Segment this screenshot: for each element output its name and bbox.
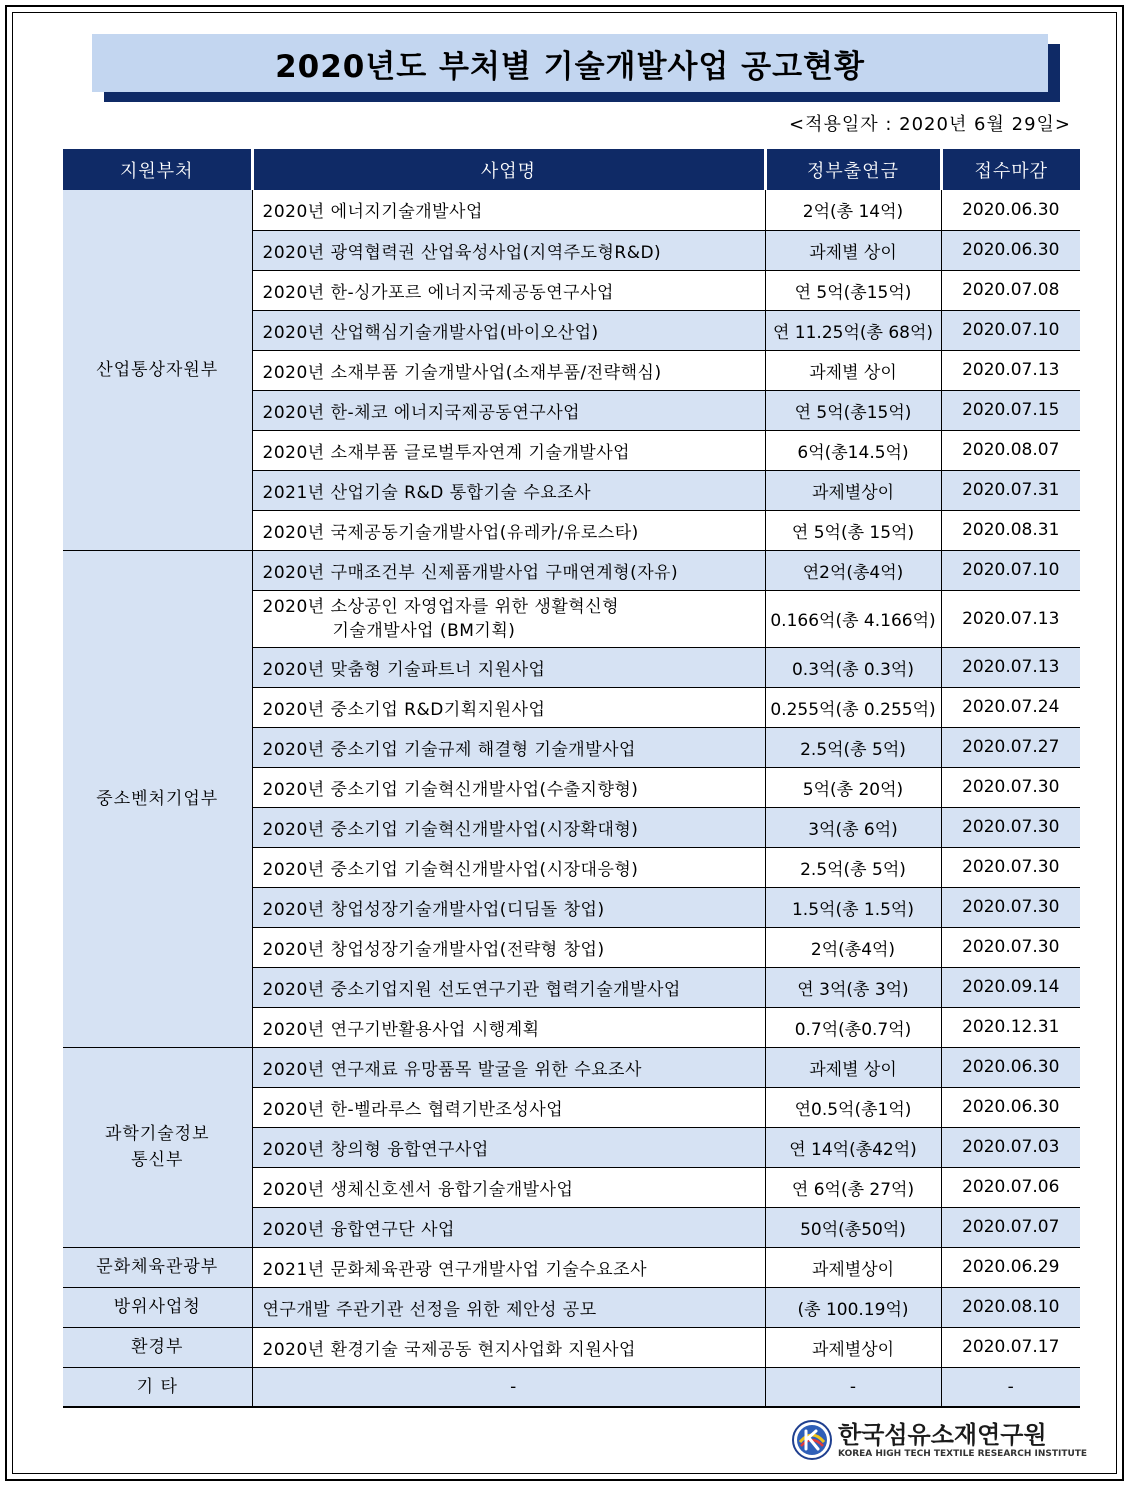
project-name-cell bbox=[252, 590, 765, 647]
funding-amount: 연 5억(총15억) bbox=[765, 270, 941, 310]
project-name-cell bbox=[252, 270, 765, 310]
project-name-cell bbox=[252, 390, 765, 430]
deadline-date: 2020.07.31 bbox=[941, 470, 1080, 510]
dept-cell bbox=[63, 1247, 252, 1287]
funding-amount: 1.5억(총 1.5억) bbox=[765, 887, 941, 927]
institute-logo bbox=[792, 1414, 1087, 1466]
table-row bbox=[63, 1367, 1080, 1407]
table-row bbox=[63, 190, 1080, 230]
deadline-date: 2020.08.31 bbox=[941, 510, 1080, 550]
project-name-line2: 기술개발사업 (BM기획) bbox=[332, 620, 516, 641]
deadline-date: 2020.07.10 bbox=[941, 550, 1080, 590]
deadline-date: 2020.07.15 bbox=[941, 390, 1080, 430]
project-name-cell bbox=[252, 1247, 765, 1287]
project-name: 2020년 구매조건부 신제품개발사업 구매연계형(자유) bbox=[262, 562, 679, 583]
funding-amount: 과제별 상이 bbox=[765, 230, 941, 270]
deadline-date: 2020.08.07 bbox=[941, 430, 1080, 470]
project-name: 2020년 한-벨라루스 협력기반조성사업 bbox=[262, 1099, 564, 1120]
project-name: 2020년 중소기업 기술혁신개발사업(수출지향형) bbox=[262, 779, 639, 800]
project-name-cell bbox=[252, 927, 765, 967]
project-name: 2020년 중소기업 기술혁신개발사업(시장대응형) bbox=[262, 859, 639, 880]
dept-label: 중소벤처기업부 bbox=[96, 788, 219, 809]
deadline-date: 2020.06.30 bbox=[941, 230, 1080, 270]
deadline-date: 2020.07.13 bbox=[941, 647, 1080, 687]
project-name: 2020년 창업성장기술개발사업(전략형 창업) bbox=[262, 939, 605, 960]
deadline-date: 2020.06.29 bbox=[941, 1247, 1080, 1287]
funding-amount: 2.5억(총 5억) bbox=[765, 727, 941, 767]
deadline-date: 2020.07.10 bbox=[941, 310, 1080, 350]
project-name-cell bbox=[252, 1167, 765, 1207]
project-name-cell bbox=[252, 470, 765, 510]
deadline-date: 2020.06.30 bbox=[941, 190, 1080, 230]
dept-label: 과학기술정보 bbox=[104, 1124, 210, 1144]
funding-amount: 연 14억(총42억) bbox=[765, 1127, 941, 1167]
funding-amount: 2.5억(총 5억) bbox=[765, 847, 941, 887]
funding-amount: 연 11.25억(총 68억) bbox=[765, 310, 941, 350]
project-name: 2020년 중소기업지원 선도연구기관 협력기술개발사업 bbox=[262, 979, 681, 1000]
deadline-date: 2020.07.06 bbox=[941, 1167, 1080, 1207]
project-name: 2020년 융합연구단 사업 bbox=[262, 1219, 455, 1240]
deadline-date: 2020.07.13 bbox=[941, 590, 1080, 647]
announcement-table bbox=[63, 149, 1080, 1408]
project-name: 2020년 에너지기술개발사업 bbox=[262, 202, 483, 223]
funding-amount: - bbox=[765, 1367, 941, 1407]
dept-label: 문화체육관광부 bbox=[96, 1257, 219, 1277]
project-name-cell bbox=[252, 1207, 765, 1247]
deadline-date: - bbox=[941, 1367, 1080, 1407]
deadline-date: 2020.07.30 bbox=[941, 807, 1080, 847]
funding-amount: 연 5억(총 15억) bbox=[765, 510, 941, 550]
funding-amount: 연2억(총4억) bbox=[765, 550, 941, 590]
dept-cell bbox=[63, 1047, 252, 1247]
table-row bbox=[63, 1047, 1080, 1087]
project-name: 2020년 맞춤형 기술파트너 지원사업 bbox=[262, 659, 546, 680]
project-name: 2020년 국제공동기술개발사업(유레카/유로스타) bbox=[262, 522, 639, 543]
project-name-cell bbox=[252, 1007, 765, 1047]
deadline-date: 2020.07.30 bbox=[941, 927, 1080, 967]
table-header-row bbox=[63, 149, 1080, 190]
funding-amount: 2억(총4억) bbox=[765, 927, 941, 967]
funding-amount: 0.7억(총0.7억) bbox=[765, 1007, 941, 1047]
dept-cell bbox=[63, 550, 252, 1047]
funding-amount: 연 3억(총 3억) bbox=[765, 967, 941, 1007]
funding-amount: 0.3억(총 0.3억) bbox=[765, 647, 941, 687]
project-name-cell bbox=[252, 967, 765, 1007]
funding-amount: 과제별 상이 bbox=[765, 1047, 941, 1087]
project-name-cell bbox=[252, 847, 765, 887]
funding-amount: 과제별 상이 bbox=[765, 350, 941, 390]
funding-amount: 과제별상이 bbox=[765, 1327, 941, 1367]
page-title: 2020년도 부처별 기술개발사업 공고현황 bbox=[275, 48, 865, 85]
project-name: 2020년 연구기반활용사업 시행계획 bbox=[262, 1019, 540, 1040]
deadline-date: 2020.07.03 bbox=[941, 1127, 1080, 1167]
project-name-cell bbox=[252, 767, 765, 807]
project-name: 2020년 생체신호센서 융합기술개발사업 bbox=[262, 1179, 574, 1200]
deadline-date: 2020.06.30 bbox=[941, 1047, 1080, 1087]
project-name: 2020년 창업성장기술개발사업(디딤돌 창업) bbox=[262, 899, 605, 920]
deadline-date: 2020.07.27 bbox=[941, 727, 1080, 767]
dept-cell bbox=[63, 190, 252, 550]
deadline-date: 2020.07.30 bbox=[941, 887, 1080, 927]
funding-amount: 과제별상이 bbox=[765, 470, 941, 510]
funding-amount: 0.255억(총 0.255억) bbox=[765, 687, 941, 727]
table-body bbox=[63, 190, 1080, 1407]
table-row bbox=[63, 1327, 1080, 1367]
project-name: 2021년 산업기술 R&D 통합기술 수요조사 bbox=[262, 482, 592, 503]
funding-amount: 50억(총50억) bbox=[765, 1207, 941, 1247]
deadline-date: 2020.08.10 bbox=[941, 1287, 1080, 1327]
dept-label-line2: 통신부 bbox=[131, 1150, 184, 1170]
header-amount: 정부출연금 bbox=[765, 149, 941, 190]
funding-amount: 2억(총 14억) bbox=[765, 190, 941, 230]
project-name-cell bbox=[252, 887, 765, 927]
project-name-cell bbox=[252, 687, 765, 727]
apply-date: <적용일자 : 2020년 6월 29일> bbox=[789, 114, 1071, 135]
project-name-cell bbox=[252, 310, 765, 350]
project-name: 2020년 한-체코 에너지국제공동연구사업 bbox=[262, 402, 581, 423]
dept-label: 기 타 bbox=[136, 1376, 178, 1397]
dept-label: 방위사업청 bbox=[113, 1297, 201, 1317]
header-dept: 지원부처 bbox=[63, 149, 252, 190]
project-name-cell bbox=[252, 1087, 765, 1127]
project-name-cell bbox=[252, 1047, 765, 1087]
project-name: 2020년 소재부품 기술개발사업(소재부품/전략핵심) bbox=[262, 362, 662, 383]
deadline-date: 2020.07.08 bbox=[941, 270, 1080, 310]
project-name: 2020년 소재부품 글로벌투자연계 기술개발사업 bbox=[262, 442, 631, 463]
project-name-cell bbox=[252, 1327, 765, 1367]
project-name: 2021년 문화체육관광 연구개발사업 기술수요조사 bbox=[262, 1259, 647, 1280]
project-name-cell bbox=[252, 190, 765, 230]
deadline-date: 2020.07.07 bbox=[941, 1207, 1080, 1247]
project-name: 2020년 중소기업 기술규제 해결형 기술개발사업 bbox=[262, 739, 636, 760]
project-name: 연구개발 주관기관 선정을 위한 제안성 공모 bbox=[262, 1299, 597, 1320]
project-name-cell bbox=[252, 1287, 765, 1327]
project-name-cell bbox=[252, 510, 765, 550]
deadline-date: 2020.07.30 bbox=[941, 847, 1080, 887]
deadline-date: 2020.07.13 bbox=[941, 350, 1080, 390]
deadline-date: 2020.07.24 bbox=[941, 687, 1080, 727]
table-row bbox=[63, 550, 1080, 590]
funding-amount: 5억(총 20억) bbox=[765, 767, 941, 807]
header-deadline: 접수마감 bbox=[941, 149, 1080, 190]
deadline-date: 2020.07.30 bbox=[941, 767, 1080, 807]
project-name: 2020년 연구재료 유망품목 발굴을 위한 수요조사 bbox=[262, 1059, 642, 1080]
title-banner bbox=[92, 34, 1048, 92]
project-name: 2020년 중소기업 R&D기획지원사업 bbox=[262, 699, 546, 720]
deadline-date: 2020.12.31 bbox=[941, 1007, 1080, 1047]
project-name: 2020년 광역협력권 산업육성사업(지역주도형R&D) bbox=[262, 242, 662, 263]
table-row bbox=[63, 1247, 1080, 1287]
funding-amount: 과제별상이 bbox=[765, 1247, 941, 1287]
funding-amount: 6억(총14.5억) bbox=[765, 430, 941, 470]
funding-amount: 연 6억(총 27억) bbox=[765, 1167, 941, 1207]
project-name-cell bbox=[252, 350, 765, 390]
project-name: - bbox=[510, 1376, 517, 1397]
project-name: 2020년 중소기업 기술혁신개발사업(시장확대형) bbox=[262, 819, 639, 840]
project-name-cell bbox=[252, 647, 765, 687]
project-name: 2020년 소상공인 자영업자를 위한 생활혁신형 bbox=[262, 596, 620, 617]
deadline-date: 2020.09.14 bbox=[941, 967, 1080, 1007]
logo-name-korean: 한국섬유소재연구원 bbox=[838, 1421, 1047, 1449]
project-name-cell bbox=[252, 430, 765, 470]
project-name-cell bbox=[252, 727, 765, 767]
project-name: 2020년 환경기술 국제공동 현지사업화 지원사업 bbox=[262, 1339, 636, 1360]
project-name: 2020년 한-싱가포르 에너지국제공동연구사업 bbox=[262, 282, 614, 303]
dept-cell bbox=[63, 1287, 252, 1327]
funding-amount: 0.166억(총 4.166억) bbox=[765, 590, 941, 647]
funding-amount: (총 100.19억) bbox=[765, 1287, 941, 1327]
logo-name-english: KOREA HIGH TECH TEXTILE RESEARCH INSTITUTE bbox=[838, 1449, 1088, 1459]
project-name-cell bbox=[252, 1127, 765, 1167]
project-name-cell bbox=[252, 807, 765, 847]
institute-emblem-icon bbox=[792, 1420, 832, 1460]
table-row bbox=[63, 1287, 1080, 1327]
project-name-cell bbox=[252, 230, 765, 270]
funding-amount: 연 5억(총15억) bbox=[765, 390, 941, 430]
dept-cell bbox=[63, 1367, 252, 1407]
project-name-cell bbox=[252, 1367, 765, 1407]
funding-amount: 연0.5억(총1억) bbox=[765, 1087, 941, 1127]
header-name: 사업명 bbox=[252, 149, 765, 190]
project-name-cell bbox=[252, 550, 765, 590]
deadline-date: 2020.07.17 bbox=[941, 1327, 1080, 1367]
deadline-date: 2020.06.30 bbox=[941, 1087, 1080, 1127]
funding-amount: 3억(총 6억) bbox=[765, 807, 941, 847]
dept-label: 산업통상자원부 bbox=[96, 359, 219, 380]
project-name: 2020년 산업핵심기술개발사업(바이오산업) bbox=[262, 322, 599, 343]
dept-label: 환경부 bbox=[131, 1337, 184, 1357]
project-name: 2020년 창의형 융합연구사업 bbox=[262, 1139, 489, 1160]
dept-cell bbox=[63, 1327, 252, 1367]
